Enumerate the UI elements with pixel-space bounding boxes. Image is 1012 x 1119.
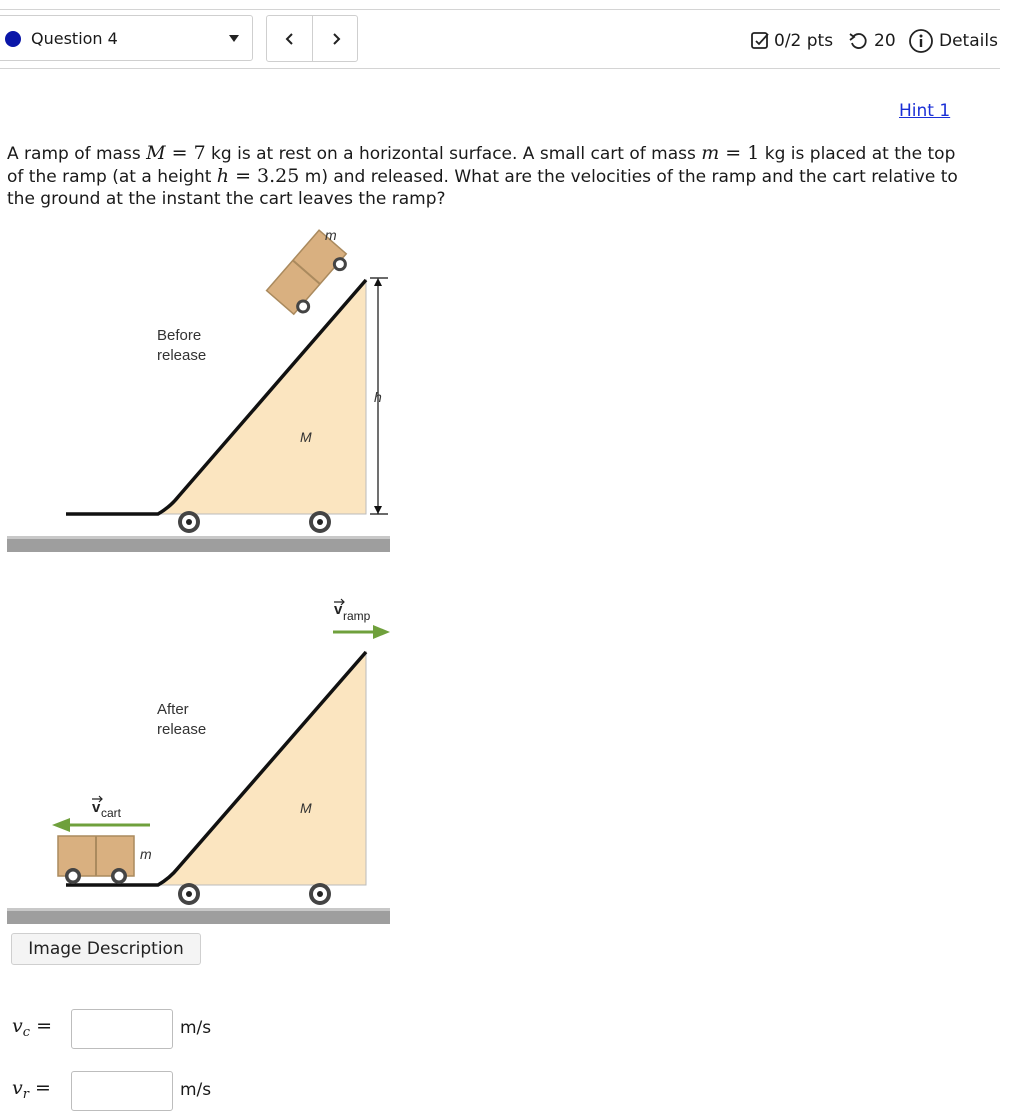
next-question-button[interactable] xyxy=(313,16,358,61)
answer-row-cart xyxy=(0,1009,300,1049)
math-operator: = xyxy=(719,142,748,164)
ramp-mass-label: M xyxy=(300,429,312,445)
attempts-text: 20 xyxy=(874,31,896,51)
math-operator: = xyxy=(165,142,194,164)
header-divider xyxy=(0,68,1000,69)
equals-sign: = xyxy=(35,1077,51,1099)
equals-sign: = xyxy=(36,1015,52,1037)
checkbox-icon xyxy=(750,31,770,51)
mass-cart-value: 1 xyxy=(747,142,760,164)
cart-mass-label: m xyxy=(140,846,152,862)
problem-text-part: A ramp of mass xyxy=(7,144,147,164)
ramp-velocity-input[interactable] xyxy=(71,1071,173,1111)
cart-velocity-arrowhead xyxy=(52,818,70,832)
variable-symbol: v xyxy=(12,1015,23,1037)
cart-velocity-symbol: v xyxy=(92,799,101,816)
before-label-line2: release xyxy=(157,347,207,364)
mass-ramp-value: 7 xyxy=(193,142,206,164)
math-symbol: m xyxy=(701,142,720,164)
math-operator: = xyxy=(229,165,258,187)
caret-down-icon xyxy=(229,35,239,42)
before-release-panel xyxy=(7,227,390,552)
problem-text-part: kg is placed at the top of the ramp (at a height xyxy=(7,144,956,187)
ramp-wheel xyxy=(178,883,200,905)
previous-question-button[interactable] xyxy=(267,16,313,61)
question-status-icon xyxy=(5,31,21,47)
details-label: Details xyxy=(939,31,998,51)
top-divider xyxy=(0,9,1000,10)
ramp-figure xyxy=(0,222,400,927)
answer-unit: m/s xyxy=(180,1080,212,1100)
problem-text xyxy=(7,142,967,210)
ramp-mass-label: M xyxy=(300,800,312,816)
cart-on-ramp xyxy=(267,230,353,320)
ramp-wheel xyxy=(309,511,331,533)
ramp-velocity-symbol: v xyxy=(334,601,343,618)
height-value: 3.25 xyxy=(257,165,300,187)
retry-icon xyxy=(848,31,870,51)
image-description-button[interactable]: Image Description xyxy=(11,933,201,965)
after-release-panel xyxy=(7,599,390,924)
after-label-line2: release xyxy=(157,721,207,738)
after-label-line1: After xyxy=(157,701,189,718)
before-label-line1: Before xyxy=(157,327,202,344)
cart-after-release xyxy=(58,836,134,884)
score-status xyxy=(750,28,833,54)
variable-subscript: c xyxy=(22,1025,31,1040)
details-button[interactable] xyxy=(908,28,998,54)
ramp-wheel xyxy=(178,511,200,533)
answer-row-ramp xyxy=(0,1071,300,1111)
answer-unit: m/s xyxy=(180,1018,212,1038)
cart-mass-label: m xyxy=(325,227,337,243)
question-select[interactable] xyxy=(0,15,253,61)
math-symbol: M xyxy=(146,142,166,164)
math-symbol: h xyxy=(216,165,230,187)
score-text: 0/2 pts xyxy=(774,31,834,51)
problem-text-part: m) and released. What are the velocities of the ramp and the cart relative to the ground at the instant the cart leaves the ramp? xyxy=(7,167,958,209)
height-label: h xyxy=(374,389,382,405)
question-label: Question 4 xyxy=(31,29,118,48)
ground-highlight xyxy=(7,536,390,539)
ramp-velocity-subscript: ramp xyxy=(343,609,371,623)
attempts-status xyxy=(848,28,896,54)
ground-highlight xyxy=(7,908,390,911)
chevron-left-icon xyxy=(284,31,296,47)
question-nav xyxy=(266,15,358,62)
cart-velocity-input[interactable] xyxy=(71,1009,173,1049)
answer-variable-label xyxy=(12,1015,52,1040)
info-icon xyxy=(908,28,934,54)
arrowhead-up xyxy=(374,278,382,286)
ramp-velocity-arrowhead xyxy=(373,625,390,639)
problem-text-part: kg is at rest on a horizontal surface. A small cart of mass xyxy=(205,144,702,164)
hint-link[interactable]: Hint 1 xyxy=(899,101,951,121)
ramp-wheel xyxy=(309,883,331,905)
cart-velocity-subscript: cart xyxy=(101,806,122,820)
answer-variable-label xyxy=(12,1077,51,1102)
arrowhead-down xyxy=(374,506,382,514)
variable-subscript: r xyxy=(22,1087,29,1102)
chevron-right-icon xyxy=(330,31,342,47)
variable-symbol: v xyxy=(12,1077,23,1099)
